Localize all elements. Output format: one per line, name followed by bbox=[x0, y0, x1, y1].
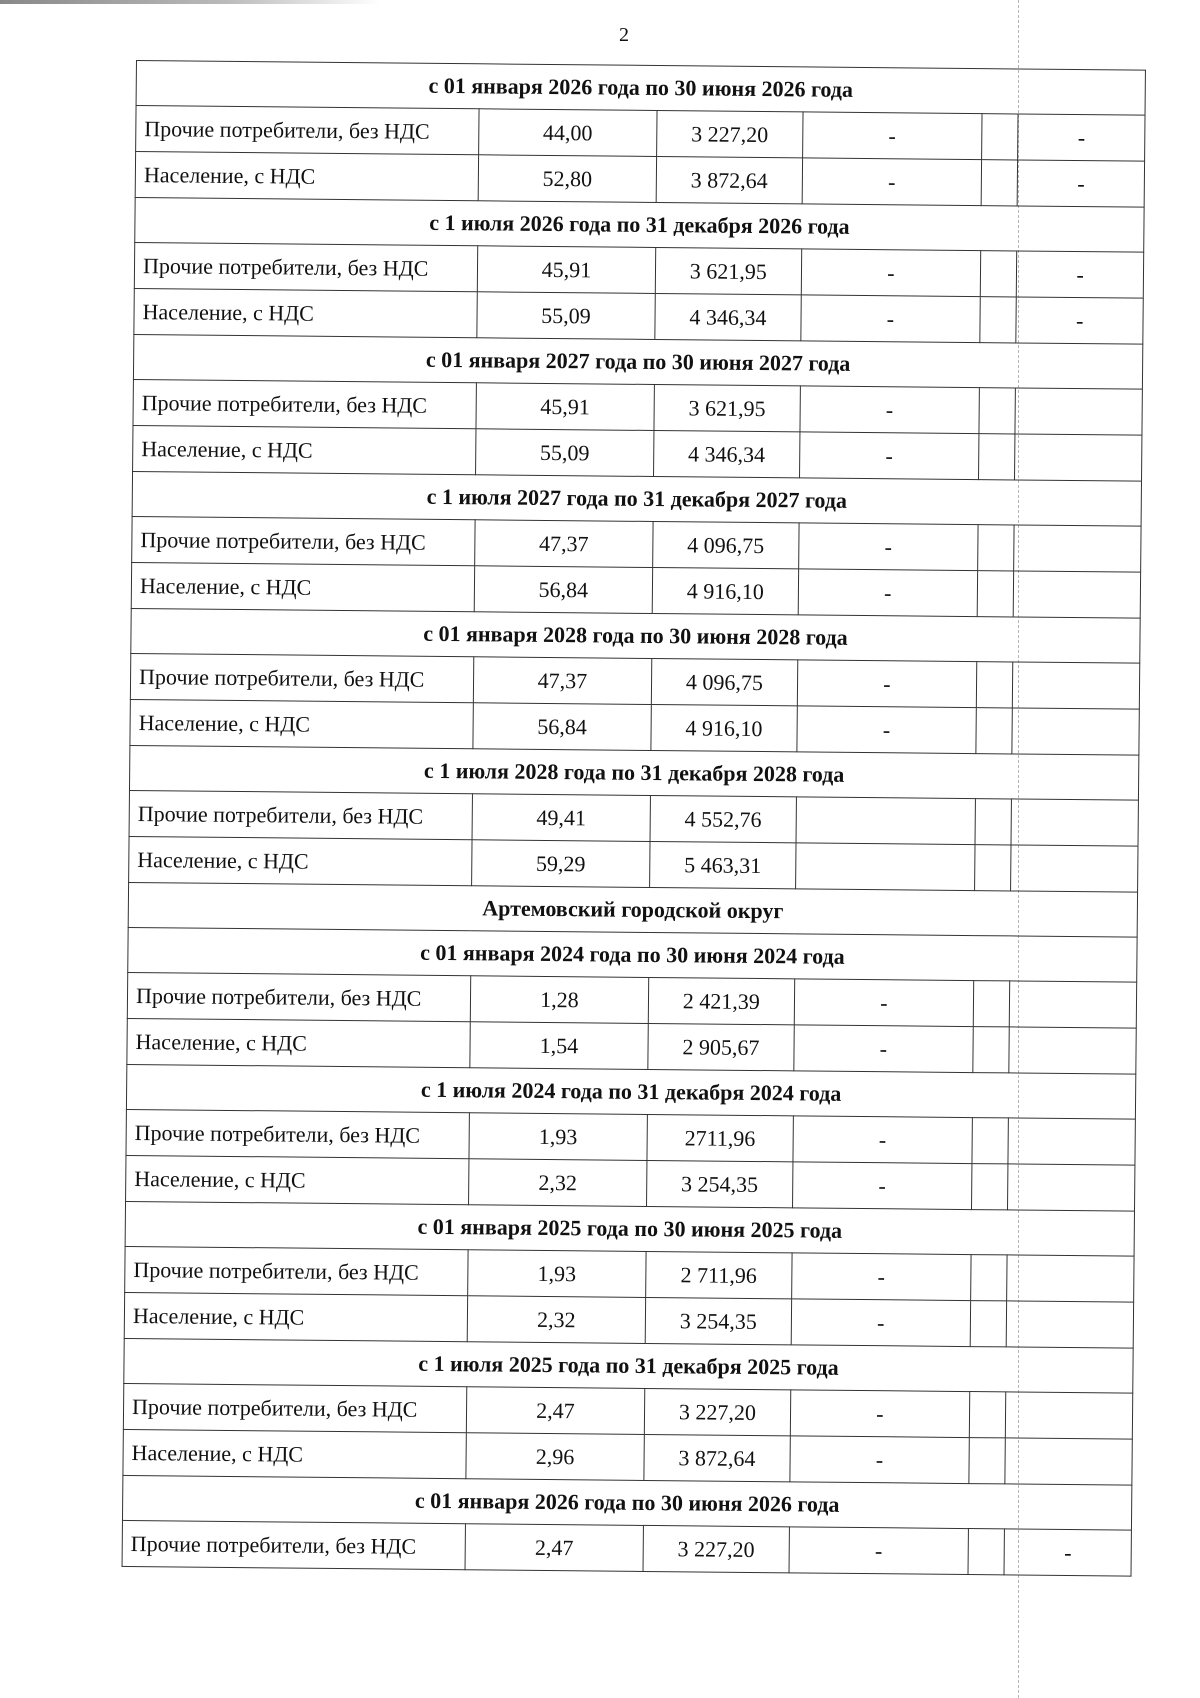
consumer-category-cell: Прочие потребители, без НДС bbox=[127, 972, 470, 1021]
tariff-value-cell: 3 227,20 bbox=[657, 111, 803, 158]
tariff-value-cell bbox=[796, 797, 976, 845]
consumer-category-cell: Прочие потребители, без НДС bbox=[125, 1246, 468, 1295]
tariff-value-cell: - bbox=[792, 1162, 972, 1210]
tariff-value-cell: 3 621,95 bbox=[654, 384, 800, 431]
consumer-category-cell: Население, с НДС bbox=[135, 152, 478, 201]
consumer-category-cell: Население, с НДС bbox=[134, 288, 477, 337]
tariff-value-cell bbox=[1007, 1255, 1134, 1302]
tariff-value-cell bbox=[1014, 571, 1141, 618]
period-title: с 01 января 2025 года по 30 июня 2025 года bbox=[125, 1201, 1134, 1256]
tariff-value-cell bbox=[977, 571, 1014, 617]
tariff-value-cell: 2 421,39 bbox=[648, 977, 794, 1024]
tariff-value-cell: 1,28 bbox=[470, 976, 649, 1024]
scan-edge-shadow bbox=[0, 0, 380, 4]
tariff-value-cell: 2,47 bbox=[466, 1387, 645, 1435]
consumer-category-cell: Прочие потребители, без НДС bbox=[122, 1520, 465, 1569]
tariff-value-cell bbox=[1010, 981, 1137, 1028]
tariff-value-cell: 1,93 bbox=[469, 1113, 648, 1161]
tariff-value-cell bbox=[1011, 845, 1138, 892]
tariff-value-cell: 5 463,31 bbox=[650, 841, 796, 888]
period-title: с 1 июля 2027 года по 31 декабря 2027 года bbox=[132, 471, 1141, 526]
tariff-value-cell bbox=[969, 1392, 1006, 1438]
tariff-value-cell: 56,84 bbox=[474, 566, 653, 614]
tariff-value-cell: 4 916,10 bbox=[651, 704, 797, 751]
tariff-value-cell bbox=[1009, 1027, 1136, 1074]
tariff-value-cell: 2 711,96 bbox=[646, 1251, 792, 1298]
tariff-value-cell: - bbox=[794, 979, 974, 1027]
tariff-value-cell: - bbox=[793, 1116, 973, 1164]
tariff-value-cell bbox=[975, 799, 1012, 845]
tariff-value-cell bbox=[1008, 1118, 1135, 1165]
consumer-category-cell: Население, с НДС bbox=[127, 1018, 470, 1067]
tariff-value-cell: 4 096,75 bbox=[653, 521, 799, 568]
tariff-value-cell: - bbox=[791, 1253, 971, 1301]
tariff-value-cell: 1,93 bbox=[467, 1250, 646, 1298]
tariff-value-cell: - bbox=[1016, 297, 1143, 344]
tariff-value-cell: - bbox=[800, 386, 980, 434]
consumer-category-cell: Прочие потребители, без НДС bbox=[133, 379, 476, 428]
consumer-category-cell: Прочие потребители, без НДС bbox=[134, 242, 477, 291]
tariff-value-cell: - bbox=[1017, 251, 1144, 298]
tariff-value-cell bbox=[976, 708, 1013, 754]
tariff-value-cell: 47,37 bbox=[473, 657, 652, 705]
consumer-category-cell: Прочие потребители, без НДС bbox=[123, 1383, 466, 1432]
tariff-value-cell: - bbox=[1004, 1529, 1131, 1576]
tariff-value-cell bbox=[981, 160, 1018, 206]
tariff-value-cell bbox=[982, 114, 1019, 160]
period-title: с 01 января 2028 года по 30 июня 2028 года bbox=[131, 608, 1140, 663]
consumer-category-cell: Население, с НДС bbox=[131, 562, 474, 611]
tariff-value-cell: 55,09 bbox=[477, 292, 656, 340]
tariff-value-cell: 55,09 bbox=[475, 429, 654, 477]
tariff-value-cell: 3 227,20 bbox=[643, 1525, 789, 1572]
tariff-value-cell: 4 916,10 bbox=[652, 567, 798, 614]
period-title: с 1 июля 2026 года по 31 декабря 2026 года bbox=[135, 197, 1144, 252]
tariff-value-cell: 49,41 bbox=[472, 794, 651, 842]
tariff-value-cell: 2711,96 bbox=[647, 1114, 793, 1161]
consumer-category-cell: Население, с НДС bbox=[130, 699, 473, 748]
tariff-value-cell: 2,47 bbox=[465, 1524, 644, 1572]
tariff-value-cell: - bbox=[798, 523, 978, 571]
tariff-value-cell bbox=[1012, 708, 1139, 755]
tariff-value-cell: 3 254,35 bbox=[645, 1297, 791, 1344]
tariff-value-cell: - bbox=[798, 569, 978, 617]
tariff-value-cell: 52,80 bbox=[478, 155, 657, 203]
tariff-value-cell: 4 552,76 bbox=[650, 795, 796, 842]
tariff-value-cell: - bbox=[801, 249, 981, 297]
tariff-value-cell bbox=[1015, 434, 1142, 481]
tariff-value-cell: 3 254,35 bbox=[647, 1160, 793, 1207]
consumer-category-cell: Прочие потребители, без НДС bbox=[129, 790, 472, 839]
tariff-value-cell: 4 346,34 bbox=[655, 293, 801, 340]
tariff-value-cell bbox=[1013, 662, 1140, 709]
tariff-value-cell bbox=[975, 845, 1012, 891]
tariff-value-cell bbox=[980, 297, 1017, 343]
tariff-value-cell bbox=[795, 843, 975, 891]
tariff-table bbox=[122, 60, 1146, 1577]
tariff-value-cell bbox=[969, 1438, 1006, 1484]
tariff-value-cell: 1,54 bbox=[470, 1022, 649, 1070]
tariff-value-cell bbox=[1014, 525, 1141, 572]
tariff-value-cell: - bbox=[797, 660, 977, 708]
tariff-value-cell: - bbox=[802, 112, 982, 160]
tariff-value-cell bbox=[1005, 1438, 1132, 1485]
tariff-value-cell bbox=[1008, 1164, 1135, 1211]
tariff-value-cell: - bbox=[789, 1527, 969, 1575]
consumer-category-cell: Население, с НДС bbox=[129, 836, 472, 885]
period-title: с 1 июля 2024 года по 31 декабря 2024 года bbox=[126, 1064, 1135, 1119]
tariff-value-cell: 3 872,64 bbox=[644, 1434, 790, 1481]
tariff-value-cell bbox=[978, 525, 1015, 571]
period-title: с 01 января 2024 года по 30 июня 2024 года bbox=[128, 927, 1137, 982]
tariff-value-cell: - bbox=[1018, 114, 1145, 161]
period-title: с 01 января 2026 года по 30 июня 2026 года bbox=[136, 61, 1145, 116]
consumer-category-cell: Население, с НДС bbox=[133, 425, 476, 474]
tariff-value-cell: - bbox=[799, 432, 979, 480]
tariff-value-cell: 3 872,64 bbox=[656, 157, 802, 204]
page-number: 2 bbox=[619, 24, 629, 46]
tariff-value-cell bbox=[968, 1529, 1005, 1575]
tariff-value-cell: 2,32 bbox=[468, 1159, 647, 1207]
tariff-value-cell: - bbox=[800, 295, 980, 343]
tariff-value-cell: 3 227,20 bbox=[644, 1388, 790, 1435]
consumer-category-cell: Прочие потребители, без НДС bbox=[136, 106, 479, 155]
tariff-value-cell: 44,00 bbox=[478, 109, 657, 157]
tariff-value-cell: 3 621,95 bbox=[655, 247, 801, 294]
period-title: Артемовский городской округ bbox=[128, 882, 1137, 937]
tariff-value-cell bbox=[970, 1301, 1007, 1347]
tariff-value-cell bbox=[971, 1255, 1008, 1301]
tariff-table-body bbox=[122, 61, 1145, 1577]
table-row bbox=[122, 1520, 1131, 1576]
tariff-value-cell: 4 096,75 bbox=[651, 658, 797, 705]
tariff-value-cell bbox=[972, 1164, 1009, 1210]
tariff-value-cell bbox=[1015, 388, 1142, 435]
tariff-value-cell: - bbox=[793, 1025, 973, 1073]
tariff-value-cell bbox=[1006, 1392, 1133, 1439]
tariff-value-cell: 59,29 bbox=[471, 840, 650, 888]
tariff-value-cell bbox=[976, 662, 1013, 708]
consumer-category-cell: Население, с НДС bbox=[126, 1155, 469, 1204]
consumer-category-cell: Население, с НДС bbox=[123, 1429, 466, 1478]
tariff-value-cell bbox=[980, 251, 1017, 297]
tariff-value-cell bbox=[973, 981, 1010, 1027]
tariff-value-cell: 2,32 bbox=[467, 1296, 646, 1344]
tariff-value-cell bbox=[1007, 1301, 1134, 1348]
consumer-category-cell: Прочие потребители, без НДС bbox=[126, 1109, 469, 1158]
tariff-value-cell: - bbox=[791, 1299, 971, 1347]
tariff-value-cell bbox=[972, 1118, 1009, 1164]
tariff-value-cell: 2,96 bbox=[466, 1433, 645, 1481]
period-title: с 1 июля 2025 года по 31 декабря 2025 года bbox=[124, 1338, 1133, 1393]
tariff-value-cell: - bbox=[796, 706, 976, 754]
tariff-value-cell: - bbox=[790, 1390, 970, 1438]
period-title: с 1 июля 2028 года по 31 декабря 2028 года bbox=[129, 745, 1138, 800]
period-title: с 01 января 2027 года по 30 июня 2027 года bbox=[133, 334, 1142, 389]
tariff-value-cell: 56,84 bbox=[473, 703, 652, 751]
tariff-value-cell bbox=[1011, 799, 1138, 846]
consumer-category-cell: Прочие потребители, без НДС bbox=[130, 653, 473, 702]
consumer-category-cell: Население, с НДС bbox=[124, 1292, 467, 1341]
tariff-value-cell bbox=[973, 1027, 1010, 1073]
consumer-category-cell: Прочие потребители, без НДС bbox=[132, 516, 475, 565]
tariff-value-cell: 4 346,34 bbox=[654, 430, 800, 477]
tariff-value-cell: 47,37 bbox=[474, 520, 653, 568]
tariff-value-cell: 45,91 bbox=[477, 246, 656, 294]
tariff-value-cell: 2 905,67 bbox=[648, 1023, 794, 1070]
tariff-value-cell: - bbox=[789, 1436, 969, 1484]
tariff-value-cell: - bbox=[802, 158, 982, 206]
tariff-value-cell bbox=[979, 388, 1016, 434]
tariff-value-cell bbox=[979, 434, 1016, 480]
period-title: с 01 января 2026 года по 30 июня 2026 года bbox=[122, 1475, 1131, 1530]
tariff-value-cell: 45,91 bbox=[476, 383, 655, 431]
tariff-value-cell: - bbox=[1018, 160, 1145, 207]
